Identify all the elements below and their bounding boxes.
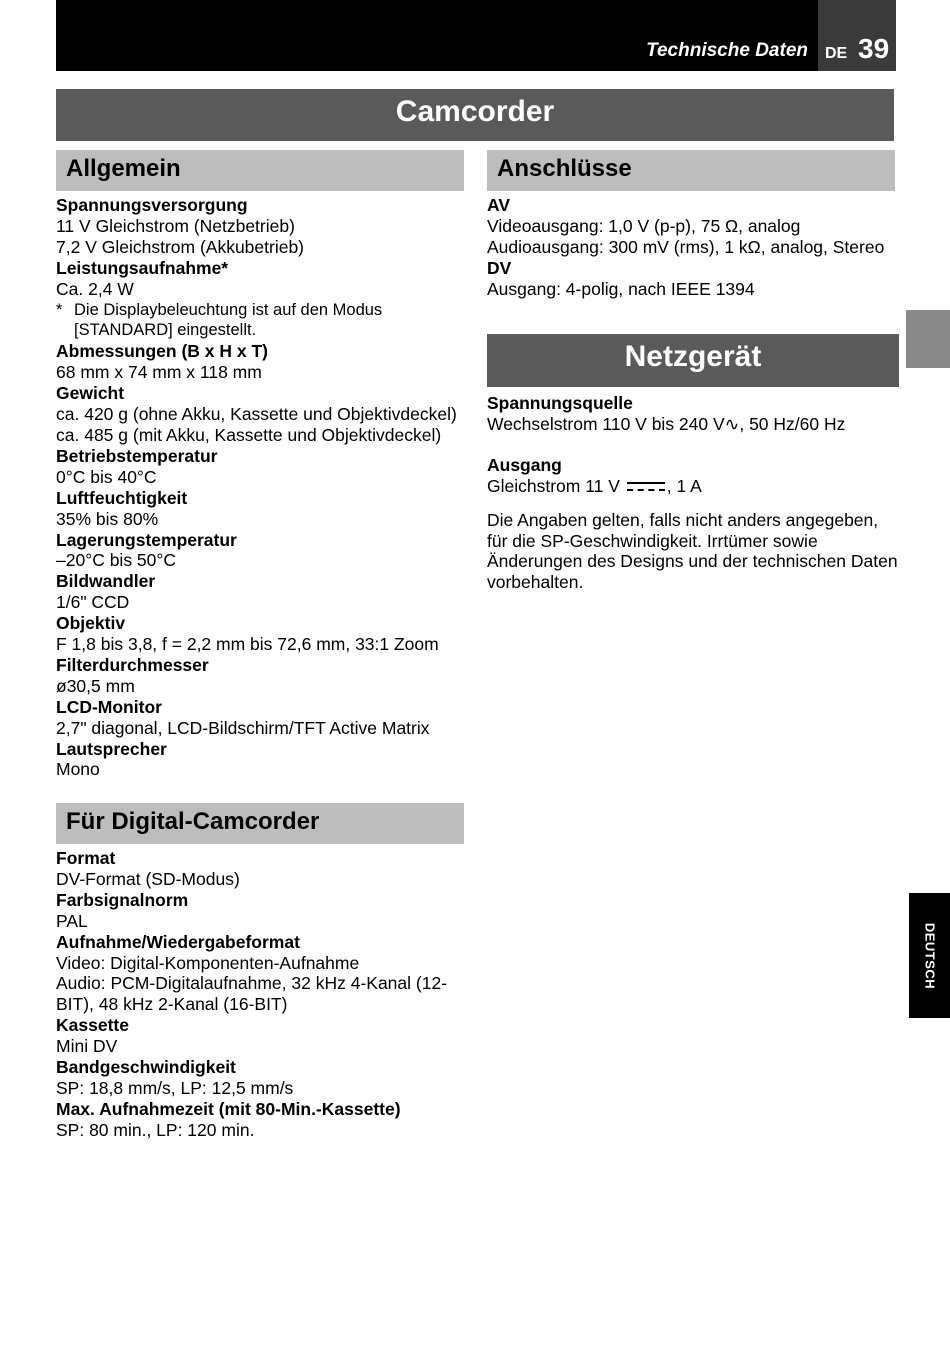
spec-label: Bandgeschwindigkeit — [56, 1057, 236, 1078]
spec-value: 1/6" CCD — [56, 592, 130, 613]
spec-label: Lautsprecher — [56, 738, 167, 759]
camcorder-heading: Camcorder — [56, 89, 894, 141]
page-number: 39 — [858, 33, 890, 64]
spec-value: 68 mm x 74 mm x 118 mm — [56, 362, 262, 383]
spec-label: Aufnahme/Wiedergabeformat — [56, 931, 300, 952]
anschluesse-list — [487, 195, 897, 300]
spec-value: Videoausgang: 1,0 V (p-p), 75 Ω, analog — [487, 215, 801, 236]
spec-value: ca. 485 g (mit Akku, Kassette und Objektivdeckel) — [56, 424, 442, 445]
spec-value: 35% bis 80% — [56, 508, 159, 529]
header-title: Technische Daten — [646, 40, 808, 61]
footnote-text: Die Displaybeleuchtung ist auf den Modus [STANDARD] eingestellt. — [74, 300, 383, 340]
spec-value: 7,2 V Gleichstrom (Akkubetrieb) — [56, 236, 305, 257]
spec-label: Farbsignalnorm — [56, 889, 189, 910]
spec-label: Format — [56, 848, 116, 868]
digital-list — [56, 848, 466, 1141]
digital-heading: Für Digital-Camcorder — [56, 803, 464, 844]
spec-label: Max. Aufnahmezeit (mit 80-Min.-Kassette) — [56, 1098, 401, 1119]
spec-value: Mono — [56, 759, 100, 780]
page-header-bar — [56, 0, 896, 71]
spec-value: Ausgang: 4-polig, nach IEEE 1394 — [487, 278, 755, 299]
spec-value: Audio: PCM-Digitalaufnahme, 32 kHz 4-Kanal (12-BIT), 48 kHz 2-Kanal (16-BIT) — [56, 973, 448, 1015]
footnote — [56, 300, 466, 342]
spec-label: Spannungsversorgung — [56, 195, 248, 215]
source-value: Wechselstrom 110 V bis 240 V∿, 50 Hz/60 Hz — [487, 413, 846, 434]
language-side-tab-label: DEUTSCH — [922, 922, 937, 989]
spec-label: Filterdurchmesser — [56, 654, 209, 675]
dc-symbol-icon — [627, 480, 665, 494]
spec-value: –20°C bis 50°C — [56, 550, 177, 571]
spec-value: 11 V Gleichstrom (Netzbetrieb) — [56, 215, 295, 236]
allgemein-heading: Allgemein — [56, 150, 464, 191]
ac-symbol-icon: ∿ — [724, 413, 740, 434]
spec-label: LCD-Monitor — [56, 696, 162, 717]
source-label: Spannungsquelle — [487, 393, 633, 413]
spec-value: ø30,5 mm — [56, 675, 135, 696]
spec-label: DV — [487, 257, 512, 278]
spec-value: Video: Digital-Komponenten-Aufnahme — [56, 952, 360, 973]
spec-value: F 1,8 bis 3,8, f = 2,2 mm bis 72,6 mm, 33:1 Zoom — [56, 634, 439, 655]
spec-label: AV — [487, 195, 511, 215]
netzgeraet-heading: Netzgerät — [487, 334, 899, 387]
allgemein-list — [56, 195, 466, 780]
spec-value: Ca. 2,4 W — [56, 278, 134, 299]
disclaimer-note: Die Angaben gelten, falls nicht anders angegeben, für die SP-Geschwindigkeit. Irrtümer sowie Änderungen des Designs und der technischen Daten vorbehalten. — [487, 509, 898, 593]
page-number-box — [818, 0, 896, 71]
spec-value: PAL — [56, 910, 88, 931]
spec-value: DV-Format (SD-Modus) — [56, 868, 240, 889]
footnote-marker: * — [56, 300, 63, 319]
netzgeraet-specs — [487, 393, 899, 593]
spec-label: Leistungsaufnahme* — [56, 257, 229, 278]
language-side-tab — [909, 893, 950, 1018]
spec-value: SP: 18,8 mm/s, LP: 12,5 mm/s — [56, 1077, 294, 1098]
spec-label: Luftfeuchtigkeit — [56, 487, 188, 508]
spec-label: Lagerungstemperatur — [56, 529, 237, 550]
spec-label: Betriebstemperatur — [56, 445, 218, 466]
spec-label: Gewicht — [56, 383, 125, 404]
spec-value: 0°C bis 40°C — [56, 466, 157, 487]
side-marker — [906, 310, 950, 368]
spec-label: Bildwandler — [56, 571, 156, 592]
output-value: Gleichstrom 11 V , 1 A — [487, 475, 702, 496]
language-code: DE — [825, 45, 848, 62]
spec-value: Audioausgang: 300 mV (rms), 1 kΩ, analog, Stereo — [487, 236, 885, 257]
spec-label: Kassette — [56, 1015, 129, 1036]
spec-value: SP: 80 min., LP: 120 min. — [56, 1119, 255, 1140]
spec-value: Mini DV — [56, 1036, 118, 1057]
anschluesse-heading: Anschlüsse — [487, 150, 895, 191]
output-label: Ausgang — [487, 454, 562, 475]
spec-value: 2,7" diagonal, LCD-Bildschirm/TFT Active Matrix — [56, 717, 430, 738]
spec-label: Objektiv — [56, 613, 126, 634]
spec-value: ca. 420 g (ohne Akku, Kassette und Objektivdeckel) — [56, 404, 457, 425]
spec-label: Abmessungen (B x H x T) — [56, 341, 268, 362]
